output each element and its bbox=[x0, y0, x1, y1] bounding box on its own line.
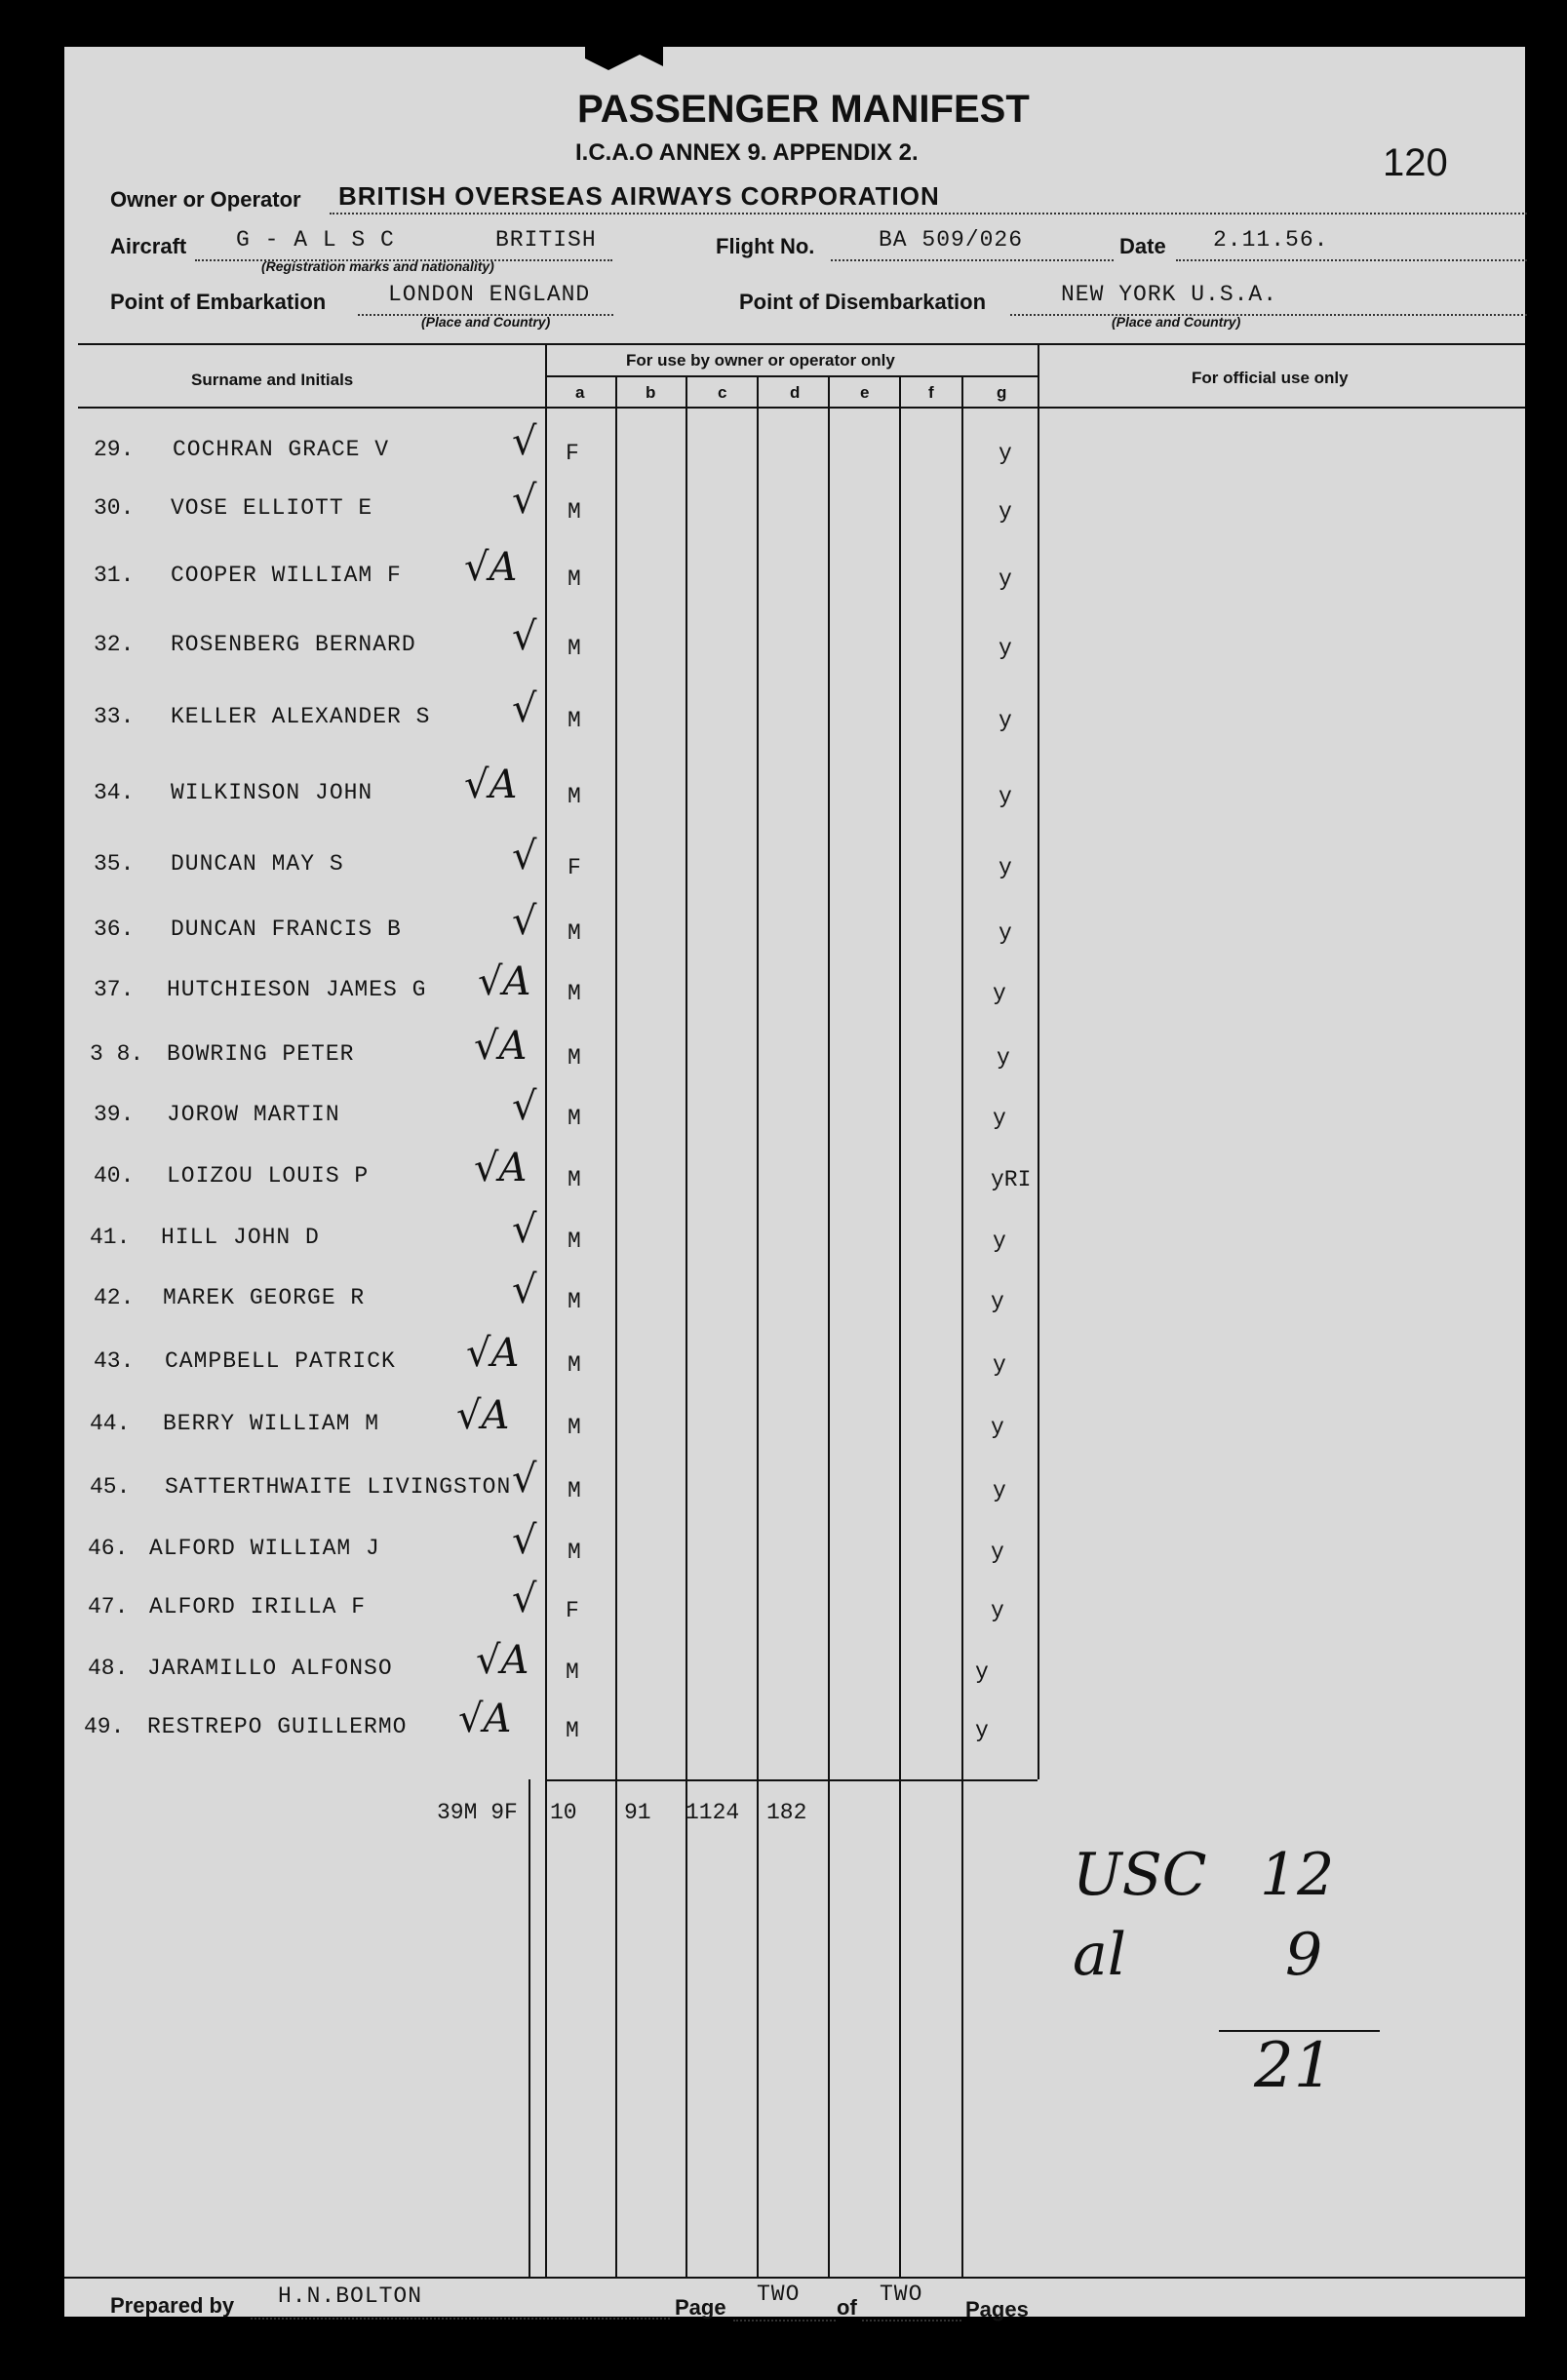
col-e-border bbox=[828, 375, 830, 2277]
aircraft-registration: G - A L S C bbox=[236, 227, 395, 253]
total-gender: 39M 9F bbox=[437, 1800, 518, 1825]
sex-cell: F bbox=[568, 855, 581, 880]
page-line bbox=[733, 2320, 836, 2321]
sex-cell: M bbox=[568, 920, 581, 946]
col-left-border bbox=[545, 343, 547, 2277]
disembarkation-note: (Place and Country) bbox=[1112, 314, 1241, 330]
date-value: 2.11.56. bbox=[1213, 227, 1329, 253]
sex-cell: M bbox=[568, 1415, 581, 1440]
aircraft-label: Aircraft bbox=[110, 234, 187, 258]
passenger-name: VOSE ELLIOTT E bbox=[171, 495, 373, 521]
of-label: of bbox=[837, 2295, 857, 2320]
sex-cell: M bbox=[568, 784, 581, 809]
row-number: 3 8. bbox=[90, 1041, 144, 1067]
sex-cell: F bbox=[566, 1598, 579, 1623]
column-b-header: b bbox=[646, 383, 656, 402]
passenger-name: BOWRING PETER bbox=[167, 1041, 355, 1067]
column-g-header: g bbox=[997, 383, 1007, 402]
passenger-name: RESTREPO GUILLERMO bbox=[147, 1714, 408, 1739]
status-cell: y bbox=[999, 784, 1012, 809]
note-line1-value: 12 bbox=[1260, 1841, 1335, 1909]
check-mark: √A bbox=[464, 762, 518, 807]
row-number: 32. bbox=[94, 632, 135, 657]
column-d-header: d bbox=[790, 383, 801, 402]
note-line2-value: 9 bbox=[1285, 1921, 1323, 1989]
page-label: Page bbox=[675, 2295, 726, 2320]
status-cell: y bbox=[975, 1718, 989, 1743]
passenger-name: COOPER WILLIAM F bbox=[171, 563, 402, 588]
col-d-border bbox=[757, 375, 759, 2277]
tick-icon: √ bbox=[512, 419, 537, 464]
sex-cell: M bbox=[568, 1045, 581, 1071]
passenger-name: JOROW MARTIN bbox=[167, 1102, 340, 1127]
tick-icon: √ bbox=[512, 1268, 537, 1312]
passenger-name: SATTERTHWAITE LIVINGSTON bbox=[165, 1474, 512, 1500]
surname-header: Surname and Initials bbox=[191, 371, 354, 389]
row-number: 30. bbox=[94, 495, 135, 521]
sex-cell: M bbox=[568, 981, 581, 1006]
status-cell: y bbox=[999, 636, 1012, 661]
note-line2-label: al bbox=[1073, 1921, 1126, 1989]
passenger-name: WILKINSON JOHN bbox=[171, 780, 373, 805]
status-cell: y bbox=[993, 1106, 1006, 1131]
check-mark: √A bbox=[474, 1024, 528, 1069]
of-value: TWO bbox=[880, 2282, 923, 2307]
row-number: 36. bbox=[94, 917, 135, 942]
row-number: 47. bbox=[88, 1594, 129, 1619]
sex-cell: M bbox=[566, 1718, 579, 1743]
row-number: 35. bbox=[94, 851, 135, 877]
row-number: 42. bbox=[94, 1285, 135, 1310]
owner-value: BRITISH OVERSEAS AIRWAYS CORPORATION bbox=[338, 181, 940, 211]
status-cell: y bbox=[993, 1478, 1006, 1503]
row-number: 40. bbox=[94, 1163, 135, 1189]
note-total: 21 bbox=[1254, 2030, 1334, 2102]
passenger-name: DUNCAN MAY S bbox=[171, 851, 344, 877]
passenger-name: ALFORD WILLIAM J bbox=[149, 1536, 380, 1561]
col-g-border bbox=[961, 375, 963, 2277]
status-cell: y bbox=[999, 708, 1012, 733]
status-cell: y bbox=[999, 441, 1012, 466]
check-mark: √A bbox=[478, 959, 531, 1004]
total-b: 91 bbox=[624, 1800, 651, 1825]
embarkation-note: (Place and Country) bbox=[421, 314, 551, 330]
table-top-rule bbox=[78, 343, 1525, 345]
totals-rule bbox=[546, 1779, 1038, 1781]
passenger-name: DUNCAN FRANCIS B bbox=[171, 917, 402, 942]
row-number: 43. bbox=[94, 1348, 135, 1374]
status-cell: y bbox=[991, 1289, 1004, 1314]
column-f-header: f bbox=[928, 383, 934, 402]
column-e-header: e bbox=[860, 383, 870, 402]
row-number: 46. bbox=[88, 1536, 129, 1561]
status-cell: y bbox=[991, 1415, 1004, 1440]
note-line1-label: USC bbox=[1073, 1841, 1207, 1909]
passenger-name: HILL JOHN D bbox=[161, 1225, 320, 1250]
flight-value: BA 509/026 bbox=[879, 227, 1024, 253]
sex-cell: M bbox=[568, 1106, 581, 1131]
date-label: Date bbox=[1119, 234, 1166, 258]
passenger-name: JARAMILLO ALFONSO bbox=[147, 1656, 393, 1681]
passenger-name: ALFORD IRILLA F bbox=[149, 1594, 367, 1619]
status-cell: y bbox=[991, 1540, 1004, 1565]
sex-cell: M bbox=[568, 708, 581, 733]
check-mark: √A bbox=[464, 545, 518, 590]
status-cell: y bbox=[993, 1229, 1006, 1254]
status-cell: y bbox=[999, 855, 1012, 880]
check-mark: √A bbox=[458, 1697, 512, 1741]
prepared-by-line bbox=[251, 2318, 670, 2320]
tick-icon: √ bbox=[512, 834, 537, 878]
total-d: 182 bbox=[766, 1800, 807, 1825]
disembarkation-line bbox=[1010, 314, 1527, 316]
sex-cell: M bbox=[568, 1352, 581, 1378]
row-number: 37. bbox=[94, 977, 135, 1002]
page-value: TWO bbox=[757, 2282, 801, 2307]
column-a-header: a bbox=[575, 383, 585, 402]
row-number: 33. bbox=[94, 704, 135, 729]
disembarkation-value: NEW YORK U.S.A. bbox=[1061, 282, 1278, 307]
flight-label: Flight No. bbox=[716, 234, 815, 258]
column-c-header: c bbox=[718, 383, 727, 402]
check-mark: √A bbox=[466, 1331, 520, 1376]
status-cell: y bbox=[999, 499, 1012, 525]
row-number: 34. bbox=[94, 780, 135, 805]
table-header-rule bbox=[78, 407, 1525, 409]
passenger-name: KELLER ALEXANDER S bbox=[171, 704, 431, 729]
status-cell: y bbox=[991, 1598, 1004, 1623]
sex-cell: M bbox=[568, 1167, 581, 1192]
row-number: 45. bbox=[90, 1474, 131, 1500]
status-cell: y bbox=[999, 920, 1012, 946]
owner-label: Owner or Operator bbox=[110, 187, 301, 212]
sex-cell: M bbox=[568, 1540, 581, 1565]
of-line bbox=[862, 2320, 961, 2321]
aircraft-nationality: BRITISH bbox=[495, 227, 597, 253]
row-number: 48. bbox=[88, 1656, 129, 1681]
sex-cell: M bbox=[568, 1478, 581, 1503]
passenger-name: ROSENBERG BERNARD bbox=[171, 632, 416, 657]
row-number: 39. bbox=[94, 1102, 135, 1127]
page-title: PASSENGER MANIFEST bbox=[577, 88, 1030, 131]
official-header: For official use only bbox=[1192, 369, 1349, 387]
row-number: 44. bbox=[90, 1411, 131, 1436]
sex-cell: M bbox=[568, 636, 581, 661]
status-cell: y bbox=[975, 1659, 989, 1685]
prepared-by-label: Prepared by bbox=[110, 2293, 235, 2318]
tick-icon: √ bbox=[512, 686, 537, 731]
status-cell: y bbox=[997, 1045, 1010, 1071]
col-a-border bbox=[529, 1779, 530, 2277]
tick-icon: √ bbox=[512, 1518, 537, 1563]
row-number: 41. bbox=[90, 1225, 131, 1250]
tick-icon: √ bbox=[512, 899, 537, 944]
check-mark: √A bbox=[456, 1393, 510, 1438]
tick-icon: √ bbox=[512, 1084, 537, 1129]
operator-header: For use by owner or operator only bbox=[626, 351, 895, 370]
passenger-name: LOIZOU LOUIS P bbox=[167, 1163, 370, 1189]
sheet-number: 120 bbox=[1383, 141, 1448, 184]
total-c: 1124 bbox=[686, 1800, 740, 1825]
owner-line bbox=[330, 213, 1527, 215]
embarkation-label: Point of Embarkation bbox=[110, 290, 327, 314]
disembarkation-label: Point of Disembarkation bbox=[739, 290, 987, 314]
sex-cell: M bbox=[568, 566, 581, 592]
col-f-border bbox=[899, 375, 901, 2277]
flight-line bbox=[831, 259, 1114, 261]
tick-icon: √ bbox=[512, 614, 537, 659]
tick-icon: √ bbox=[512, 1577, 537, 1621]
tick-icon: √ bbox=[512, 1207, 537, 1252]
status-cell: y bbox=[993, 981, 1006, 1006]
row-number: 31. bbox=[94, 563, 135, 588]
sex-cell: F bbox=[566, 441, 579, 466]
total-a: 10 bbox=[550, 1800, 577, 1825]
passenger-name: CAMPBELL PATRICK bbox=[165, 1348, 396, 1374]
aircraft-note: (Registration marks and nationality) bbox=[261, 258, 494, 274]
page-subtitle: I.C.A.O ANNEX 9. APPENDIX 2. bbox=[575, 139, 919, 166]
tick-icon: √ bbox=[512, 1457, 537, 1502]
row-number: 29. bbox=[94, 437, 135, 462]
status-cell: y bbox=[993, 1352, 1006, 1378]
tick-icon: √ bbox=[512, 478, 537, 523]
date-line bbox=[1176, 259, 1527, 261]
sex-cell: M bbox=[566, 1659, 579, 1685]
footer-rule bbox=[64, 2277, 1525, 2279]
sex-cell: M bbox=[568, 1229, 581, 1254]
status-cell: y bbox=[999, 566, 1012, 592]
status-cell: yRI bbox=[991, 1167, 1032, 1192]
passenger-name: BERRY WILLIAM M bbox=[163, 1411, 380, 1436]
check-mark: √A bbox=[476, 1638, 529, 1683]
col-c-border bbox=[686, 375, 687, 2277]
passenger-name: MAREK GEORGE R bbox=[163, 1285, 366, 1310]
col-b-border bbox=[615, 375, 617, 2277]
prepared-by-value: H.N.BOLTON bbox=[278, 2283, 423, 2309]
col-right-border bbox=[1038, 343, 1039, 1779]
pages-label: Pages bbox=[965, 2297, 1029, 2321]
row-number: 49. bbox=[84, 1714, 125, 1739]
sex-cell: M bbox=[568, 1289, 581, 1314]
passenger-name: HUTCHIESON JAMES G bbox=[167, 977, 427, 1002]
embarkation-value: LONDON ENGLAND bbox=[388, 282, 591, 307]
sex-cell: M bbox=[568, 499, 581, 525]
check-mark: √A bbox=[474, 1146, 528, 1190]
column-letter-rule bbox=[546, 375, 1038, 377]
passenger-name: COCHRAN GRACE V bbox=[173, 437, 390, 462]
